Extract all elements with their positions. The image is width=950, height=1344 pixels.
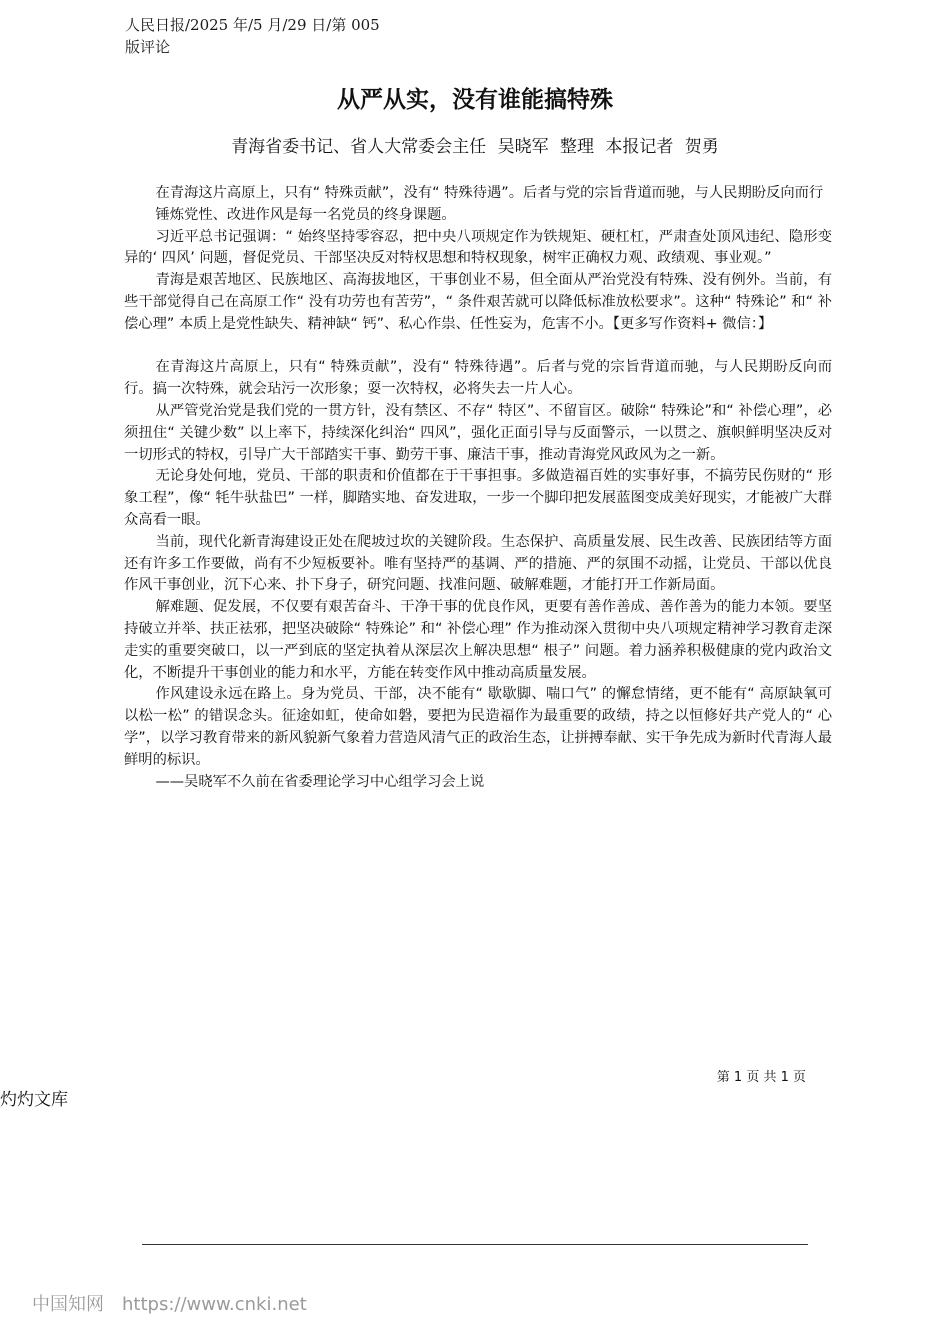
source-line-2: 版评论 (125, 38, 171, 56)
paragraph: 当前，现代化新青海建设正处在爬坡过坎的关键阶段。生态保护、高质量发展、民生改善、民族团结等方面还有许多工作要做，尚有不少短板要补。唯有坚持严的基调、严的措施、严的氛围不动摇，让党员、干部以优良作风干事创业，沉下心来、扑下身子，研究问题、找准问题、破解难题，才能打开工作新局面。 (124, 533, 832, 594)
page-indicator: 第 1 页 共 1 页 (716, 1070, 806, 1085)
paragraph: 青海是艰苦地区、民族地区、高海拔地区，干事创业不易，但全面从严治党没有特殊、没有例外。当前，有些干部觉得自己在高原工作“ 没有功劳也有苦劳”，“ 条件艰苦就可以降低标准放松要求”。这种“ 特殊论” 和“ 补偿心理” 本质上是党性缺失、精神缺“ 钙”、私心作祟、任性妄为，危害不小。【更多写作资料+ 微信：】 (124, 272, 832, 332)
cnki-logo-text: 中国知网 (32, 1294, 104, 1315)
paragraph: 习近平总书记强调：“ 始终坚持零容忍，把中央八项规定作为铁规矩、硬杠杠，严肃查处顶风违纪、隐形变异的‘ 四风’ 问题，督促党员、干部坚决反对特权思想和特权现象，树牢正确权力观、政绩观、事业观。” (124, 228, 832, 267)
paragraph: 从严管党治党是我们党的一贯方针，没有禁区、不存“ 特区”、不留盲区。破除“ 特殊论”和“ 补偿心理”，必须扭住“ 关键少数” 以上率下，持续深化纠治“ 四风”，强化正面引导与反面警示，一以贯之、旗帜鲜明坚决反对一切形式的特权，引导广大干部踏实干事、勤劳干事、廉洁干事，推动青海党风政风为之一新。 (124, 402, 832, 463)
cnki-url-link[interactable]: https://www.cnki.net (122, 1294, 307, 1315)
paragraph-gap (124, 336, 832, 358)
paragraph: 作风建设永远在路上。身为党员、干部，决不能有“ 歇歇脚、喘口气” 的懈怠情绪，更不能有“ 高原缺氧可以松一松” 的错误念头。征途如虹，使命如磐，要把为民造福作为最重要的政绩，持之以恒修好共产党人的“ 心学”，以学习教育带来的新风貌新气象着力营造风清气正的政治生态，让拼搏奉献、实干争先成为新时代青海人最鲜明的标识。 (124, 686, 832, 768)
article-title: 从严从实，没有谁能搞特殊 (337, 87, 613, 113)
paragraph: 在青海这片高原上，只有“ 特殊贡献”，没有“ 特殊待遇”。后者与党的宗旨背道而驰，与人民期盼反向而行 (155, 185, 824, 201)
cnki-footer (32, 1292, 307, 1318)
attribution: ——吴晓军不久前在省委理论学习中心组学习会上说 (155, 773, 485, 790)
paragraph: 解难题、促发展，不仅要有艰苦奋斗、干净干事的优良作风，更要有善作善成、善作善为的能力本领。要坚持破立并举、扶正祛邪，把坚决破除“ 特殊论” 和“ 补偿心理” 作为推动深入贯彻中央八项规定精神学习教育走深走实的重要突破口，以一严到底的坚定执着从深层次上解决思想“ 根子” 问题。着力涵养积极健康的党内政治文化，不断提升干事创业的能力和水平，方能在转变作风中推动高质量发展。 (124, 599, 832, 681)
source-citation (125, 14, 445, 58)
library-name: 灼灼文库 (0, 1090, 68, 1110)
article-body (124, 183, 832, 793)
paragraph: 锤炼党性、改进作风是每一名党员的终身课题。 (155, 206, 456, 223)
paragraph: 无论身处何地，党员、干部的职责和价值都在于干事担事。多做造福百姓的实事好事，不搞劳民伤财的“ 形象工程”，像“ 牦牛驮盐巴” 一样，脚踏实地、奋发进取，一步一个脚印把发展蓝图变成美好现实，才能被广大群众高看一眼。 (124, 468, 832, 528)
article-byline: 青海省委书记、省人大常委会主任 吴晓军 整理 本报记者 贺勇 (231, 137, 719, 157)
footer-divider (142, 1244, 808, 1245)
paragraph: 在青海这片高原上，只有“ 特殊贡献”，没有“ 特殊待遇”。后者与党的宗旨背道而驰，与人民期盼反向而行。搞一次特殊，就会玷污一次形象；耍一次特权，必将失去一片人心。 (124, 359, 832, 398)
source-line-1: 人民日报/2025 年/5 月/29 日/第 005 (125, 16, 380, 34)
